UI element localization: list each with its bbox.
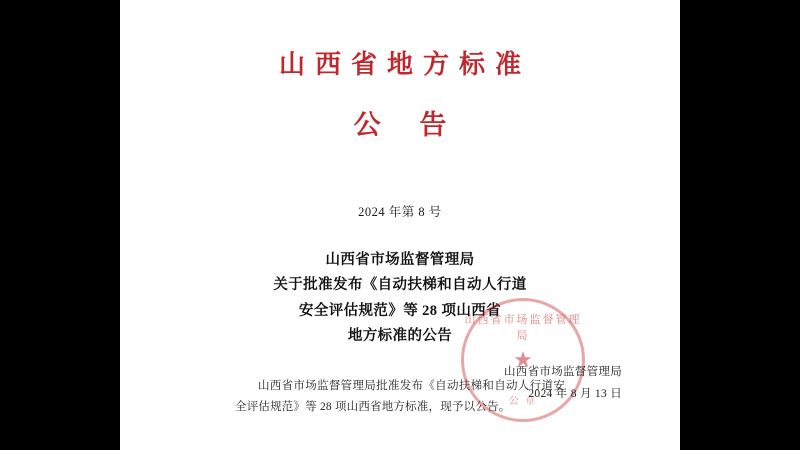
signature-block xyxy=(504,362,622,406)
document-sheet xyxy=(120,0,680,450)
headline-line-3: 安全评估规范》等 28 项山西省 xyxy=(298,302,502,319)
document-title: 山西省地方标准 xyxy=(278,50,531,79)
signature-date: 2024 年 8 月 13 日 xyxy=(528,388,622,401)
document-subtitle: 公 告 xyxy=(353,110,463,140)
headline-line-1: 山西省市场监督管理局 xyxy=(325,252,475,268)
document-number: 2024 年第 8 号 xyxy=(358,205,442,219)
announcement-body-text: 山西省市场监督管理局批准发布《自动扶梯和自动人行道安全评估规范》等 28 项山西省地方标准，现予以公告。 xyxy=(235,379,565,413)
seal-star-icon: ★ xyxy=(513,347,533,372)
announcement-headline xyxy=(120,248,680,350)
headline-line-2: 关于批准发布《自动扶梯和自动人行道 xyxy=(273,277,527,294)
seal-bottom-text: 公 章 xyxy=(508,396,538,407)
seal-top-text: 山西省市场监督管理局 xyxy=(464,314,582,342)
signature-organization: 山西省市场监督管理局 xyxy=(504,366,622,379)
headline-line-4: 地方标准的公告 xyxy=(347,328,453,345)
